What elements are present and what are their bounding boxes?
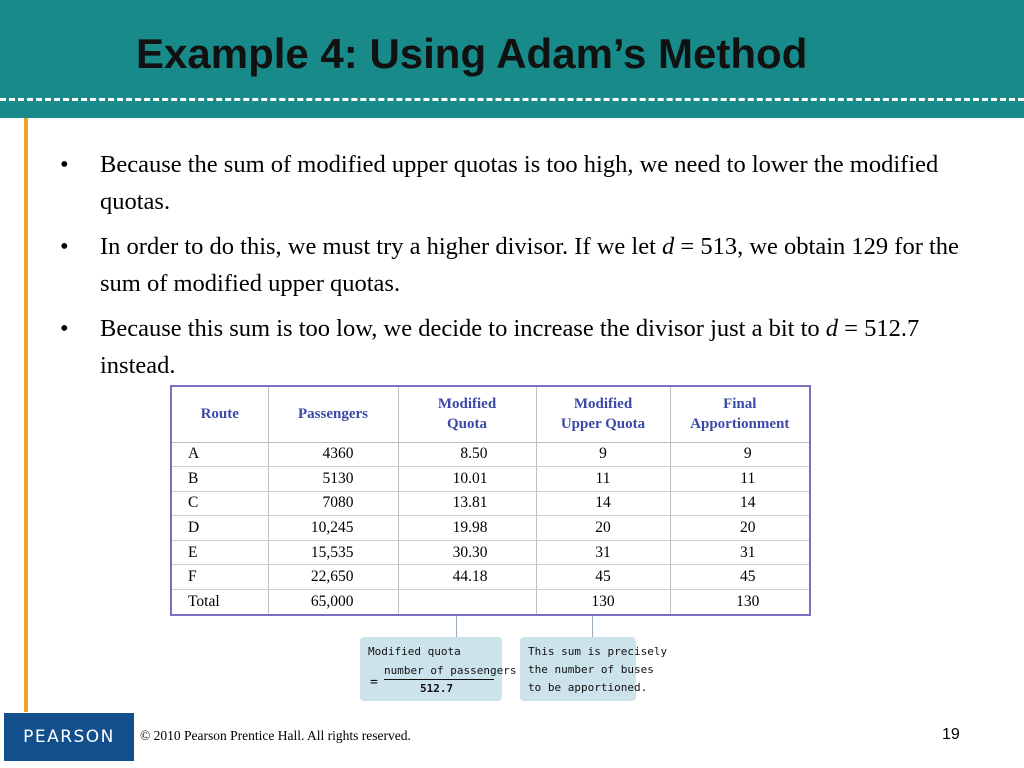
page-number: 19 (942, 726, 960, 743)
slide-title: Example 4: Using Adam’s Method (136, 30, 808, 77)
title-dashed-divider (0, 98, 1024, 101)
table-row (172, 540, 809, 565)
cell-route: A (172, 442, 268, 467)
callout-line: This sum is precisely (528, 645, 668, 658)
cell-modified-upper-quota: 11 (536, 467, 670, 492)
callout-pointer (456, 616, 457, 638)
bullet-text: Because this sum is too low, we decide to increase the divisor just a bit to (100, 315, 826, 342)
callout-pointer (592, 616, 593, 638)
cell-final-apportionment: 9 (670, 442, 809, 467)
divisor-symbol: d (662, 233, 675, 260)
bullet-dot: • (60, 315, 69, 342)
bullet-dot: • (60, 233, 69, 260)
cell-route: B (172, 467, 268, 492)
cell-final-apportionment: 130 (736, 592, 760, 610)
cell-modified-upper-quota: 45 (536, 565, 670, 590)
callout-line: to be apportioned. (528, 681, 648, 694)
cell-final-apportionment: 31 (670, 540, 809, 565)
fraction-bar (384, 679, 494, 680)
table-row (172, 442, 809, 467)
table-row (172, 491, 809, 516)
cell-modified-quota: 10.01 (398, 467, 536, 492)
bullet-text: = 513, we obtain 129 for the sum of modified upper quotas. (100, 233, 959, 297)
table-row (172, 467, 809, 492)
cell-modified-upper-quota: 9 (536, 442, 670, 467)
apportionment-table (170, 385, 811, 616)
bullet-text: In order to do this, we must try a higher divisor. If we let (100, 233, 663, 260)
cell-passengers: 22,650 (268, 565, 398, 590)
cell-passengers: 4360 (268, 442, 398, 467)
modified-quota-callout (360, 637, 517, 701)
bullet-item-2 (60, 228, 960, 302)
table-row (172, 516, 809, 541)
callout-line: the number of buses (528, 663, 654, 676)
equals-sign: = (370, 675, 378, 690)
header-route: Route (172, 387, 268, 442)
bullet-item-3 (60, 310, 960, 384)
left-accent-rule (24, 118, 28, 712)
table-row-total (172, 589, 809, 614)
callout-label: Modified quota (368, 645, 461, 658)
cell-route: Total (172, 589, 268, 614)
cell-passengers: 10,245 (268, 516, 398, 541)
fraction-denominator: 512.7 (420, 682, 454, 695)
copyright-text: © 2010 Pearson Prentice Hall. All rights reserved. (140, 728, 411, 743)
bullet-list (60, 146, 960, 392)
title-bar (0, 0, 1024, 118)
cell-modified-upper-quota: 14 (536, 491, 670, 516)
cell-route: E (172, 540, 268, 565)
table-header-row (172, 387, 809, 442)
cell-final-apportionment: 14 (670, 491, 809, 516)
cell-route: C (172, 491, 268, 516)
cell-modified-upper-quota: 130 (536, 589, 670, 614)
cell-route: D (172, 516, 268, 541)
cell-passengers: 15,535 (268, 540, 398, 565)
cell-final-apportionment: 45 (670, 565, 809, 590)
cell-modified-quota: 30.30 (398, 540, 536, 565)
sum-callout (520, 637, 668, 701)
cell-modified-upper-quota: 31 (536, 540, 670, 565)
bullet-dot: • (60, 151, 69, 178)
header-passengers: Passengers (268, 387, 398, 442)
header-modified-upper-quota: Modified Upper Quota (536, 387, 670, 442)
cell-modified-quota: 44.18 (398, 565, 536, 590)
cell-modified-upper-quota: 20 (536, 516, 670, 541)
bullet-item-1 (60, 146, 960, 220)
table-row (172, 565, 809, 590)
fraction-numerator: number of passengers (384, 664, 517, 677)
divisor-symbol: d (825, 315, 839, 342)
pearson-logo: PEARSON (4, 713, 134, 761)
cell-route: F (172, 565, 268, 590)
bullet-text: Because the sum of modified upper quotas is too high, we need to lower the modified quotas. (100, 151, 939, 215)
cell-modified-quota (398, 589, 536, 614)
cell-modified-quota: 8.50 (398, 442, 536, 467)
cell-final-apportionment: 20 (670, 516, 809, 541)
cell-modified-quota: 19.98 (398, 516, 536, 541)
bullet-text: = 512.7 instead. (100, 315, 920, 379)
cell-passengers: 7080 (268, 491, 398, 516)
cell-passengers: 65,000 (268, 589, 398, 614)
header-modified-quota: Modified Quota (398, 387, 536, 442)
header-final-apportionment: Final Apportionment (670, 387, 809, 442)
cell-final-apportionment: 11 (670, 467, 809, 492)
cell-modified-quota: 13.81 (398, 491, 536, 516)
cell-passengers: 5130 (268, 467, 398, 492)
